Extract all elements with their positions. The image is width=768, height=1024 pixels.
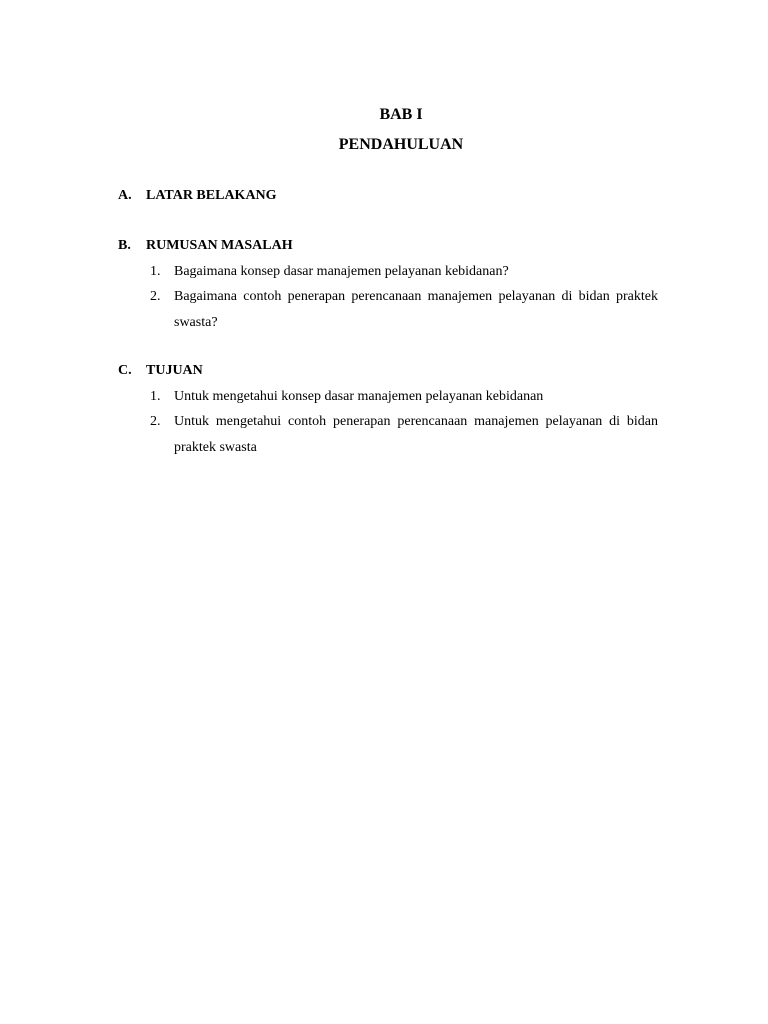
section-title: LATAR BELAKANG	[146, 188, 277, 203]
list-item-text: Untuk mengetahui contoh penerapan perencanaan manajemen pelayanan di bidan praktek swasta	[174, 414, 658, 455]
section-heading-tujuan	[118, 362, 203, 380]
section-letter: B.	[118, 238, 131, 253]
list-item-number: 2.	[150, 289, 161, 304]
list-item-number: 2.	[150, 414, 161, 429]
list-item	[150, 384, 658, 410]
section-letter: A.	[118, 188, 132, 203]
list-item	[150, 284, 658, 336]
list-item-text: Bagaimana contoh penerapan perencanaan manajemen pelayanan di bidan praktek swasta?	[174, 289, 658, 330]
section-title: TUJUAN	[146, 363, 203, 378]
section-letter: C.	[118, 363, 132, 378]
list-item	[150, 409, 658, 461]
section-title: RUMUSAN MASALAH	[146, 238, 293, 253]
section-heading-rumusan-masalah	[118, 237, 293, 255]
chapter-title: PENDAHULUAN	[338, 136, 464, 153]
section-heading-latar-belakang	[118, 187, 277, 205]
chapter-label: BAB I	[379, 106, 423, 123]
list-item	[150, 259, 658, 285]
list-item-number: 1.	[150, 389, 161, 404]
list-item-text: Untuk mengetahui konsep dasar manajemen pelayanan kebidanan	[174, 389, 544, 404]
list-item-number: 1.	[150, 264, 161, 279]
list-item-text: Bagaimana konsep dasar manajemen pelayanan kebidanan?	[174, 264, 509, 279]
